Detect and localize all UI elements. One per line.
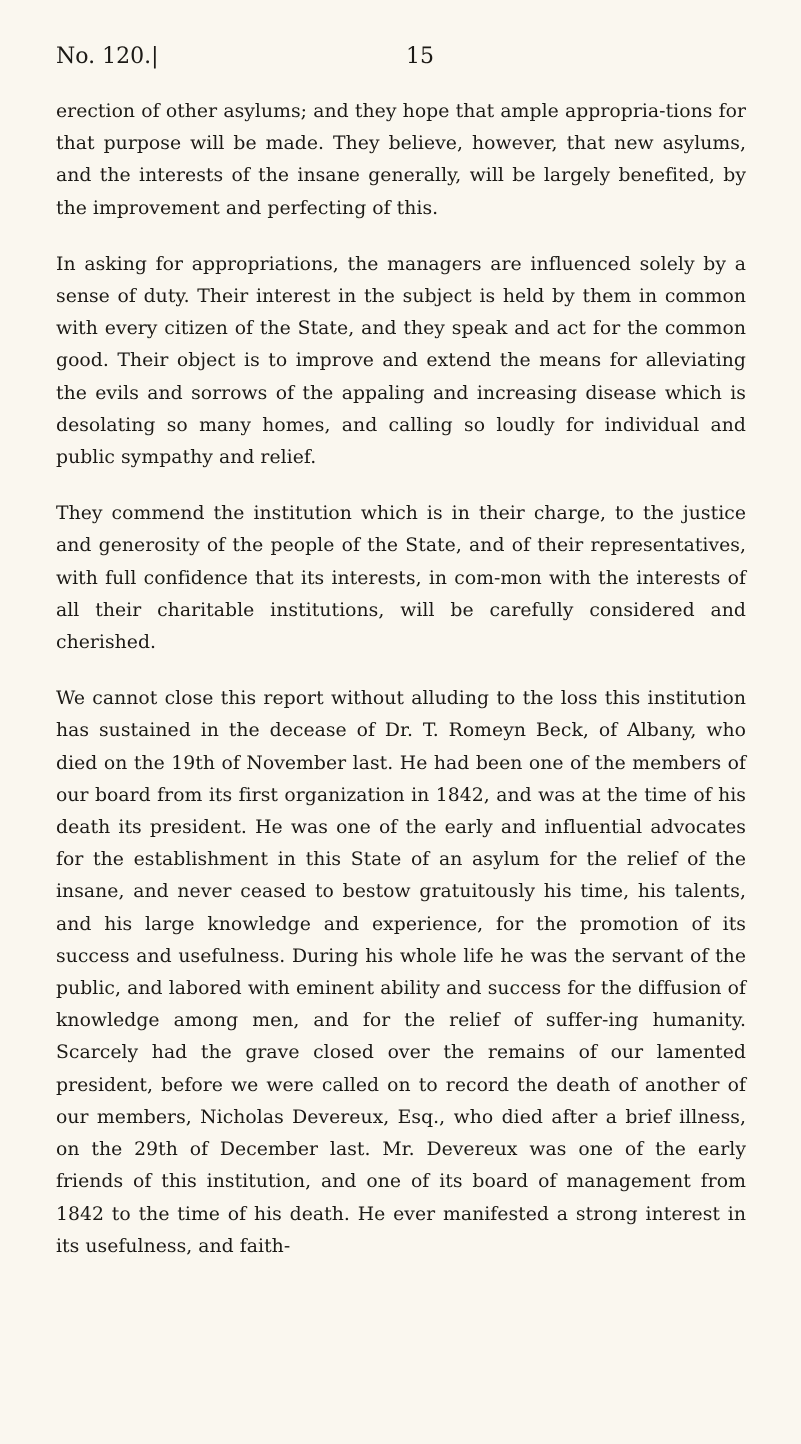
paragraph-4: We cannot close this report without alluding to the loss this institution has sustained in the decease of Dr. T. Romeyn Beck, of Albany, who died on the 19th of November last. He had been one of the members of our board from its first organization in 1842, and was at the time of his death its president. He was one of the early and influential advocates for the establishment in this State of an asylum for the relief of the insane, and never ceased to bestow gratuitously his time, his talents, and his large knowledge and experience, for the promotion of its success and usefulness. During his whole life he was the servant of the public, and labored with eminent ability and success for the diffusion of knowledge among men, and for the relief of suffer-ing humanity. Scarcely had the grave closed over the remains of our lamented president, before we were called on to record the death of another of our members, Nicholas Devereux, Esq., who died after a brief illness, on the 29th of December last. Mr. Devereux was one of the early friends of this institution, and one of its board of management from 1842 to the time of his death. He ever manifested a strong interest in its usefulness, and faith- <box>56 688 746 1257</box>
paragraph-3: They commend the institution which is in their charge, to the justice and generosity of the people of the State, and of their representatives, with full confidence that its interests, in com-mon with the interests of all their charitable institutions, will be carefully considered and cherished. <box>56 503 746 654</box>
paragraph-1: erection of other asylums; and they hope that ample appropria-tions for that purpose will be made. They believe, however, that new asylums, and the interests of the insane generally, will be largely benefited, by the improvement and perfecting of this. <box>56 101 746 219</box>
running-head: No. 120.| <box>56 44 159 69</box>
paragraph-2: In asking for appropriations, the managers are influenced solely by a sense of duty. Their interest in the subject is held by them in common with every citizen of the State, and they speak and act for the common good. Their object is to improve and extend the means for alleviating the evils and sorrows of the appaling and increasing disease which is desolating so many homes, and calling so loudly for individual and public sympathy and relief. <box>56 253 746 469</box>
page-number: 15 <box>406 44 434 69</box>
page-header <box>56 40 745 74</box>
body-text <box>56 96 746 1263</box>
